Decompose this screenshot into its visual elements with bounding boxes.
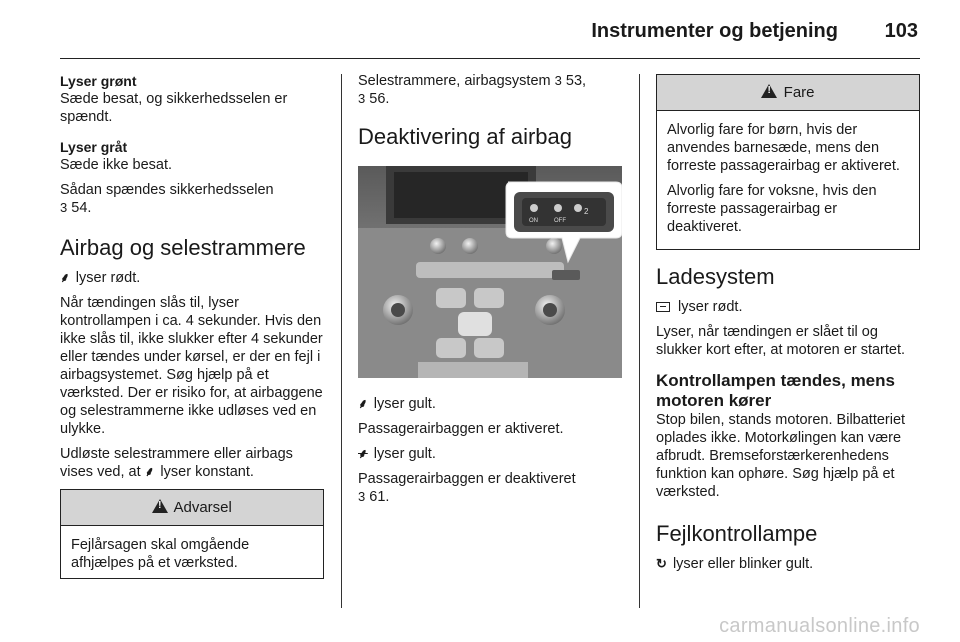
airbag-off-desc: Passagerairbaggen er deaktiveret 3 61.	[358, 471, 576, 505]
danger-text-1: Alvorlig fare for børn, hvis der anvendes barnesæde, mens den forreste passagerairbag er aktiveret.	[667, 122, 900, 174]
danger-text-2: Alvorlig fare for voksne, hvis den forreste passagerairbag er deaktiveret.	[667, 183, 877, 235]
page-ref[interactable]: 53,	[565, 73, 587, 89]
ref-arrow-icon: 3	[358, 91, 366, 106]
airbag-red-line: ⸙ lyser rødt.	[60, 270, 141, 286]
page-number: 103	[884, 20, 918, 42]
danger-header: ! Fare	[657, 75, 919, 111]
photo-num-label: 2	[584, 207, 589, 216]
page-ref[interactable]: 54.	[71, 200, 92, 216]
airbag-on-desc: Passagerairbaggen er aktiveret.	[358, 421, 564, 437]
photo-on-label: ON	[529, 218, 538, 224]
text-green: Sæde besat, og sikkerhedsselen er spændt.	[60, 91, 288, 125]
column-middle	[358, 72, 622, 513]
text-grey: Sæde ikke besat.	[60, 157, 173, 173]
charge-desc: Lyser, når tændingen er slået til og slukker kort efter, at motoren er startet.	[656, 324, 906, 358]
watermark-site: carmanualsonline.info	[719, 615, 920, 637]
malfunction-line: ↻ lyser eller blinker gult.	[656, 556, 814, 572]
warning-box	[60, 489, 324, 579]
page-ref[interactable]: 56.	[369, 91, 390, 107]
subhead-engine-running: Kontrollampen tændes, mens motoren kører	[656, 371, 895, 410]
section-title-deactivate: Deaktivering af airbag	[358, 124, 573, 149]
section-title-malfunction: Fejlkontrollampe	[656, 521, 818, 546]
intro-text: Selestrammere, airbagsystem 3 53, 3 56.	[358, 73, 587, 107]
column-left	[60, 72, 324, 579]
airbag-on-line: ⸙ lyser gult.	[358, 396, 436, 412]
header-rule	[60, 58, 920, 59]
page-ref[interactable]: 61.	[369, 489, 390, 505]
danger-box	[656, 74, 920, 250]
subhead-grey: Lyser gråt	[60, 139, 128, 155]
running-title: Instrumenter og betjening	[591, 20, 838, 42]
warning-header: ! Advarsel	[61, 490, 323, 526]
ref-arrow-icon: 3	[60, 200, 68, 215]
section-title-charging: Ladesystem	[656, 264, 775, 289]
subhead-green: Lyser grønt	[60, 73, 137, 89]
section-title-airbag: Airbag og selestrammere	[60, 235, 306, 260]
battery-icon	[656, 302, 670, 312]
airbag-on-icon: ⸙	[358, 396, 368, 411]
warning-triangle-icon	[761, 84, 777, 98]
column-right	[656, 72, 920, 580]
dashboard-photo	[358, 166, 622, 378]
ref-arrow-icon: 3	[554, 73, 562, 88]
charge-line: lyser rødt.	[656, 298, 920, 316]
column-divider	[341, 74, 342, 608]
engine-desc: Stop bilen, stands motoren. Bilbatteriet oplades ikke. Motorkølingen kan være afbrudt. Bremseforstærkerenhedens funktion kan ophøre. Søg hjælp på et værksted.	[656, 412, 906, 500]
text-how: Sådan spændes sikkerhedsselen 3 54.	[60, 182, 274, 216]
airbag-para-2: Udløste selestrammere eller airbags vises ved, at ⸙ lyser konstant.	[60, 446, 293, 480]
airbag-person-icon: ⸙	[144, 464, 155, 479]
warning-triangle-icon	[152, 499, 168, 513]
airbag-person-icon: ⸙	[60, 270, 70, 285]
photo-off-label: OFF	[554, 218, 566, 224]
warning-text: Fejlårsagen skal omgående afhjælpes på et værksted.	[71, 537, 250, 571]
engine-icon: ↻	[656, 556, 667, 571]
ref-arrow-icon: 3	[358, 489, 366, 504]
column-divider	[639, 74, 640, 608]
danger-body	[657, 111, 919, 249]
airbag-off-icon: ⸙	[358, 446, 368, 461]
airbag-para-1: Når tændingen slås til, lyser kontrollampen i ca. 4 sekunder. Hvis den ikke slås til, ikke slukker efter 4 sekunder eller tændes under kørsel, er der en fejl i airbagsystemet. Søg hjælp på et værksted. Der er risiko for, at airbaggene og selestrammerne ikke udløses ved en ulykke.	[60, 295, 323, 437]
page-header	[0, 0, 960, 60]
airbag-off-line: ⸙ lyser gult.	[358, 446, 436, 462]
